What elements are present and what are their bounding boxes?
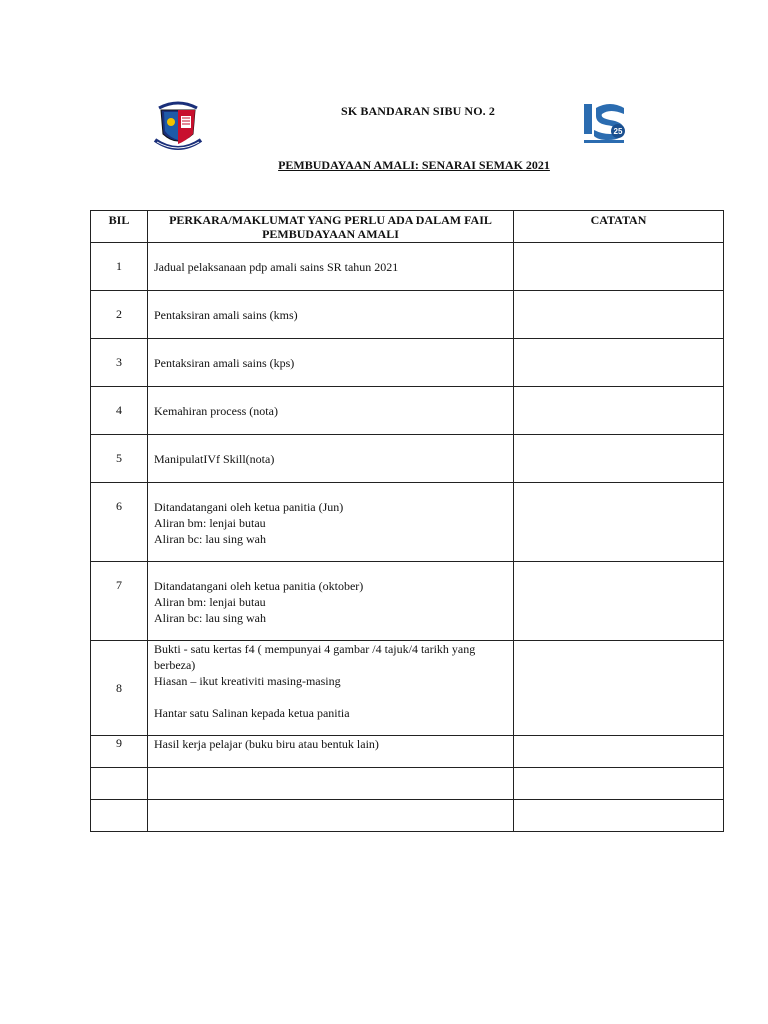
row-item	[148, 483, 514, 562]
note-cell[interactable]	[514, 800, 724, 832]
table-row	[91, 736, 724, 768]
row-item	[148, 736, 514, 768]
logo-number: 25	[613, 127, 623, 136]
table-row	[91, 641, 724, 736]
note-cell[interactable]	[514, 291, 724, 339]
table-row	[91, 291, 724, 339]
item-line: Aliran bm: lenjai butau	[154, 516, 266, 530]
table-row	[91, 483, 724, 562]
table-header-row	[91, 211, 724, 243]
row-number: 2	[91, 291, 148, 339]
item-line: Kemahiran process (nota)	[154, 403, 278, 418]
table-row	[91, 768, 724, 800]
table-row	[91, 435, 724, 483]
row-item	[148, 339, 514, 387]
header-item: PERKARA/MAKLUMAT YANG PERLU ADA DALAM FAIL PEMBUDAYAAN AMALI	[148, 211, 514, 243]
checklist-table	[90, 210, 724, 832]
row-number: 6	[91, 483, 148, 562]
row-number	[91, 800, 148, 832]
row-item	[148, 387, 514, 435]
item-line: Hasil kerja pelajar (buku biru atau bentuk lain)	[154, 737, 379, 751]
row-number: 1	[91, 243, 148, 291]
table-row	[91, 800, 724, 832]
row-number: 7	[91, 562, 148, 641]
item-line: Aliran bc: lau sing wah	[154, 532, 266, 546]
program-logo	[580, 98, 630, 148]
header-bil: BIL	[91, 211, 148, 243]
document-title: PEMBUDAYAAN AMALI: SENARAI SEMAK 2021	[278, 158, 550, 172]
note-cell[interactable]	[514, 562, 724, 641]
table-row	[91, 387, 724, 435]
item-line: ManipulatIVf Skill(nota)	[154, 451, 275, 466]
item-line: Pentaksiran amali sains (kps)	[154, 355, 295, 370]
item-line: Hantar satu Salinan kepada ketua panitia	[154, 706, 350, 720]
item-line: Pentaksiran amali sains (kms)	[154, 307, 298, 322]
row-item	[148, 435, 514, 483]
item-line: Ditandatangani oleh ketua panitia (oktober)	[154, 579, 364, 593]
note-cell[interactable]	[514, 736, 724, 768]
note-cell[interactable]	[514, 339, 724, 387]
row-item[interactable]	[148, 800, 514, 832]
item-line: Ditandatangani oleh ketua panitia (Jun)	[154, 500, 344, 514]
table-row	[91, 243, 724, 291]
row-item[interactable]	[148, 768, 514, 800]
row-number: 5	[91, 435, 148, 483]
row-number: 9	[91, 736, 148, 768]
note-cell[interactable]	[514, 435, 724, 483]
note-cell[interactable]	[514, 387, 724, 435]
row-item	[148, 562, 514, 641]
item-line: Hiasan – ikut kreativiti masing-masing	[154, 674, 341, 688]
note-cell[interactable]	[514, 768, 724, 800]
table-row	[91, 339, 724, 387]
row-item	[148, 641, 514, 736]
row-number	[91, 768, 148, 800]
row-number: 3	[91, 339, 148, 387]
school-name: SK BANDARAN SIBU NO. 2	[341, 104, 495, 118]
item-line: Bukti - satu kertas f4 ( mempunyai 4 gambar /4 tajuk/4 tarikh yang berbeza)	[154, 642, 476, 672]
note-cell[interactable]	[514, 641, 724, 736]
item-line: Jadual pelaksanaan pdp amali sains SR tahun 2021	[154, 259, 399, 274]
note-cell[interactable]	[514, 483, 724, 562]
row-item	[148, 291, 514, 339]
item-line: Aliran bm: lenjai butau	[154, 595, 266, 609]
note-cell[interactable]	[514, 243, 724, 291]
header-note: CATATAN	[514, 211, 724, 243]
item-line: Aliran bc: lau sing wah	[154, 611, 266, 625]
row-item	[148, 243, 514, 291]
row-number: 8	[91, 641, 148, 736]
item-gap	[154, 689, 507, 705]
table-row	[91, 562, 724, 641]
row-number: 4	[91, 387, 148, 435]
